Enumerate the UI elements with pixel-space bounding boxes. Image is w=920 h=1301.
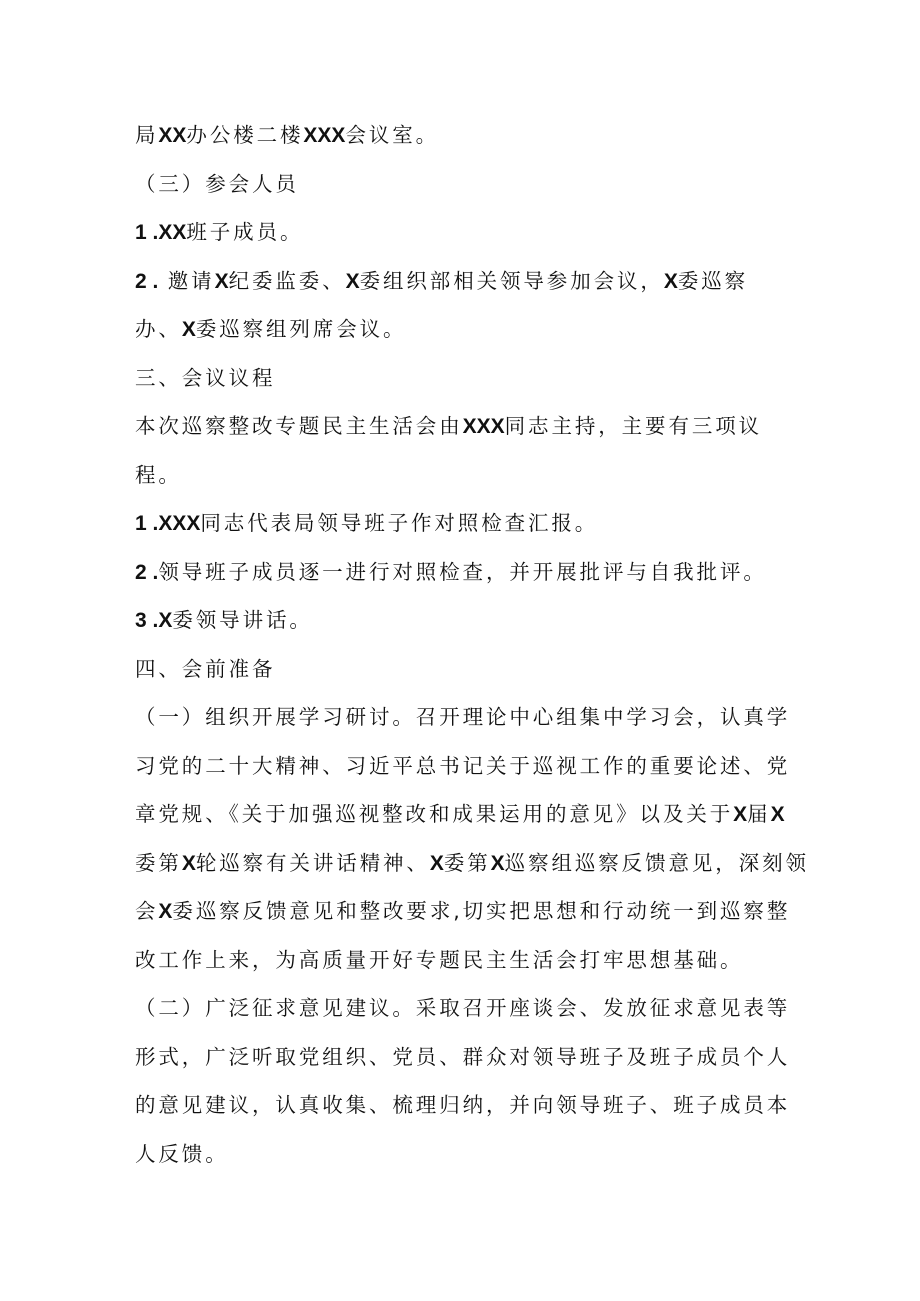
text-line: 人反馈。 bbox=[135, 1141, 229, 1166]
text-line: 1 .XX班子成员。 bbox=[135, 220, 304, 244]
text-line: 章党规、《关于加强巡视整改和成果运用的意见》以及关于X届X bbox=[135, 802, 785, 826]
text-line: 程。 bbox=[135, 462, 182, 487]
text-line: 3 .X委领导讲话。 bbox=[135, 608, 313, 632]
text-line: （二）广泛征求意见建议。采取召开座谈会、发放征求意见表等 bbox=[135, 996, 791, 1020]
text-line: 本次巡察整改专题民主生活会由XXX同志主持，主要有三项议 bbox=[135, 414, 763, 438]
section-heading: （三）参会人员 bbox=[135, 171, 299, 196]
section-heading: 三、会议议程 bbox=[135, 365, 276, 390]
text-line: 习党的二十大精神、习近平总书记关于巡视工作的重要论述、党 bbox=[135, 753, 791, 778]
section-heading: 四、会前准备 bbox=[135, 656, 276, 681]
document-body bbox=[135, 118, 815, 1185]
text-line: 会X委巡察反馈意见和整改要求,切实把思想和行动统一到巡察整 bbox=[135, 899, 791, 923]
text-line: 2 .领导班子成员逐一进行对照检查，并开展批评与自我批评。 bbox=[135, 559, 767, 584]
text-line: 局XX办公楼二楼XXX会议室。 bbox=[135, 123, 440, 147]
text-line: 的意见建议，认真收集、梳理归纳，并向领导班子、班子成员本 bbox=[135, 1093, 791, 1117]
text-line: 办、X委巡察组列席会议。 bbox=[135, 317, 407, 341]
text-line: 改工作上来，为高质量开好专题民主生活会打牢思想基础。 bbox=[135, 947, 744, 972]
text-line: （一）组织开展学习研讨。召开理论中心组集中学习会，认真学 bbox=[135, 705, 791, 729]
text-line: 委第X轮巡察有关讲话精神、X委第X巡察组巡察反馈意见，深刻领 bbox=[135, 850, 809, 875]
text-line: 1 .XXX同志代表局领导班子作对照检查汇报。 bbox=[135, 511, 599, 535]
text-line: 形式，广泛听取党组织、党员、群众对领导班子及班子成员个人 bbox=[135, 1044, 791, 1069]
text-line: 2 . 邀请X纪委监委、X委组织部相关领导参加会议，X委巡察 bbox=[135, 268, 749, 293]
